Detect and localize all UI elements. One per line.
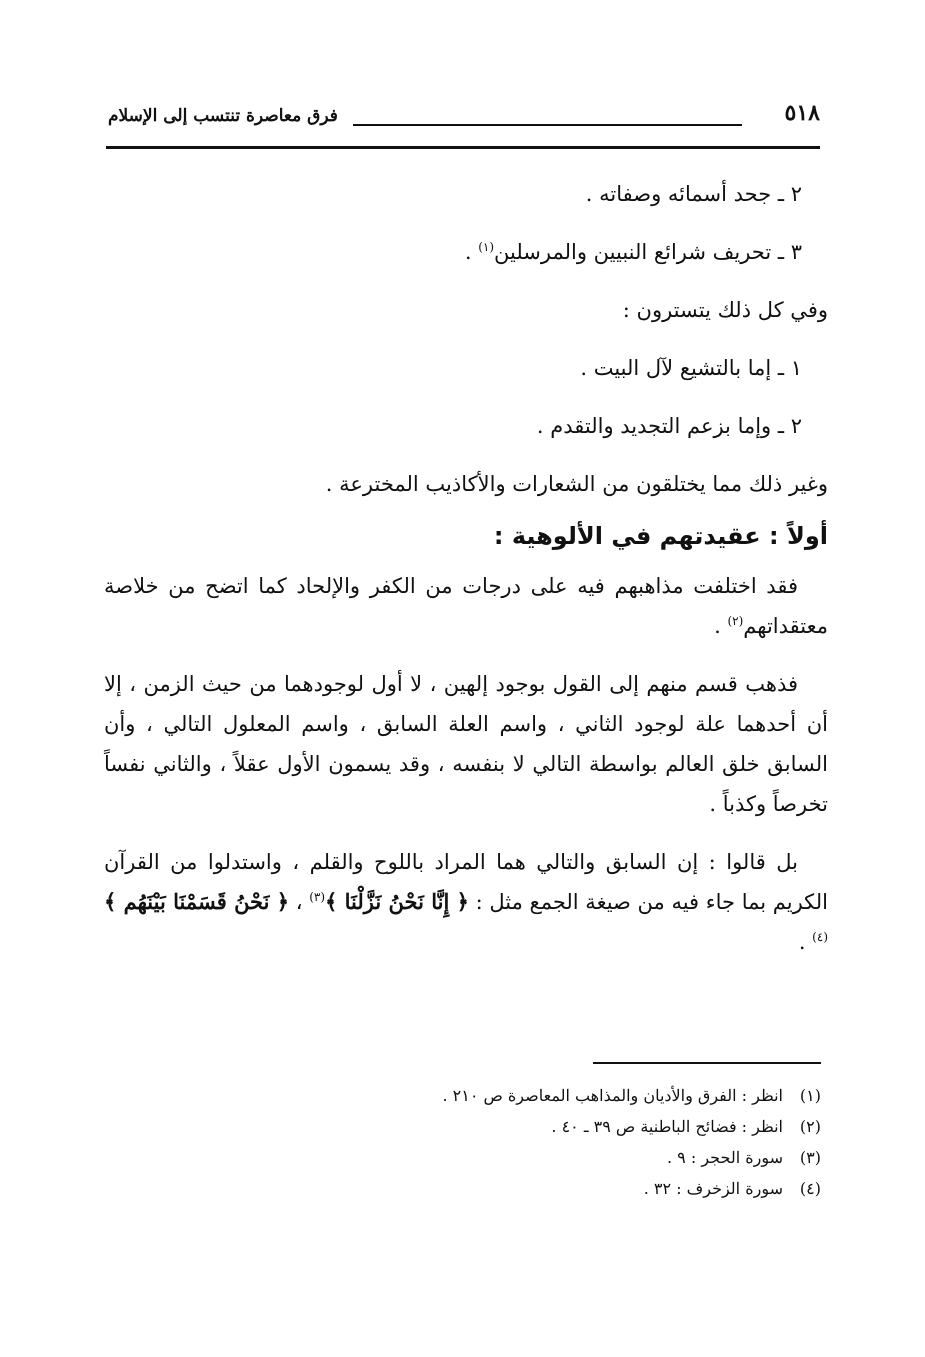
- footnote-rule: [593, 1062, 821, 1064]
- footnote-number: (١): [799, 1086, 821, 1105]
- footnotes: [101, 1080, 821, 1204]
- list-item: [104, 226, 828, 284]
- footnote-number: (٤): [799, 1179, 821, 1198]
- paragraph-text: بل قالوا : إن السابق والتالي هما المراد باللوح والقلم ، واستدلوا من القرآن الكريم بما جاء فيه من صيغة الجمع مثل :: [104, 850, 828, 914]
- intro-line: وفي كل ذلك يتسترون :: [622, 298, 828, 322]
- book-title: فرق معاصرة تنتسب إلى الإسلام: [108, 106, 338, 126]
- footnote-text: سورة الحجر : ٩ .: [667, 1148, 783, 1167]
- footnote: [101, 1080, 821, 1111]
- footnote-number: (٢): [799, 1117, 821, 1136]
- separator: ،: [289, 890, 310, 914]
- list-item: ٢ ـ وإما بزعم التجديد والتقدم .: [536, 414, 802, 438]
- section-heading: أولاً : عقيدتهم في الألوهية :: [493, 522, 828, 550]
- footnote: [101, 1111, 821, 1142]
- quran-verse: ﴿ إِنَّا نَحْنُ نَزَّلْنَا ﴾: [325, 889, 469, 914]
- list-item-end: .: [464, 240, 479, 264]
- footnote-ref[interactable]: (٤): [812, 930, 828, 944]
- footnote-ref[interactable]: (٣): [309, 890, 326, 904]
- footnote-ref[interactable]: (١): [478, 240, 495, 254]
- paragraph: [104, 842, 828, 962]
- other-line: وغير ذلك مما يختلقون من الشعارات والأكاذيب المخترعة .: [325, 472, 828, 496]
- footnote: [101, 1173, 821, 1204]
- list-item-text: ٣ ـ تحريف شرائع النبيين والمرسلين: [494, 240, 802, 264]
- header-line: [353, 124, 742, 126]
- paragraph-end: .: [714, 614, 728, 638]
- page-header: [108, 96, 820, 136]
- quran-verse: ﴿ نَحْنُ قَسَمْنَا بَيْنَهُم ﴾: [104, 889, 290, 914]
- footnote-text: انظر : الفرق والأديان والمذاهب المعاصرة ص ٢١٠ .: [442, 1086, 783, 1105]
- list-item: ٢ ـ جحد أسمائه وصفاته .: [585, 182, 802, 206]
- page-number: ٥١٨: [784, 100, 820, 126]
- footnote: [101, 1142, 821, 1173]
- paragraph: [104, 566, 828, 646]
- footnote-number: (٣): [799, 1148, 821, 1167]
- paragraph: فذهب قسم منهم إلى القول بوجود إلهين ، لا أول لوجودهما من حيث الزمن ، إلا أن أحدهما علة لوجود الثاني ، واسم العلة السابق ، واسم المعلول التالي ، وأن السابق خلق العالم بواسطة التالي لا بنفسه ، وقد يسمون الأول عقلاً ، والثاني نفساً تخرصاً وكذباً .: [104, 672, 828, 816]
- list-item: ١ ـ إما بالتشيع لآل البيت .: [580, 356, 802, 380]
- footnote-text: انظر : فضائح الباطنية ص ٣٩ ـ ٤٠ .: [551, 1117, 783, 1136]
- paragraph-text: فقد اختلفت مذاهبهم فيه على درجات من الكفر والإلحاد كما اتضح من خلاصة معتقداتهم: [104, 574, 828, 638]
- page-body: [104, 168, 828, 980]
- footnote-text: سورة الزخرف : ٣٢ .: [643, 1179, 783, 1198]
- paragraph-end: .: [798, 930, 813, 954]
- header-rule: [106, 146, 820, 149]
- footnote-ref[interactable]: (٢): [727, 614, 744, 628]
